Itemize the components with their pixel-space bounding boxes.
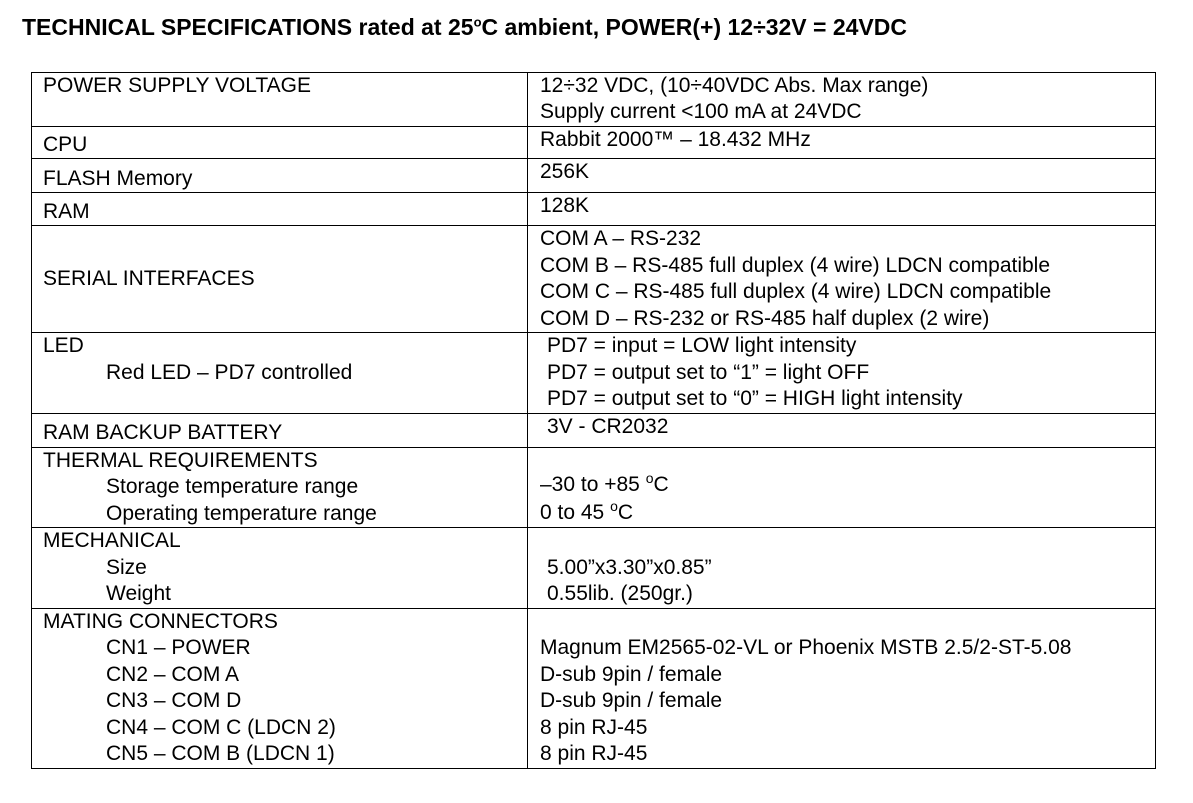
connectors-value bbox=[528, 608, 1156, 768]
cn5-value: 8 pin RJ-45 bbox=[540, 742, 648, 765]
row-flash bbox=[32, 159, 1156, 193]
operating-temp-degree: o bbox=[610, 497, 618, 514]
mechanical-value bbox=[528, 528, 1156, 609]
flash-value: 256K bbox=[528, 159, 1156, 193]
cn4-label: CN4 – COM C (LDCN 2) bbox=[106, 715, 336, 739]
power-supply-current: Supply current <100 mA at 24VDC bbox=[540, 99, 862, 123]
thermal-label: THERMAL REQUIREMENTS bbox=[43, 448, 318, 472]
storage-temp-value bbox=[540, 472, 1155, 500]
cn2-label: CN2 – COM A bbox=[106, 662, 240, 686]
storage-temp-text: –30 to +85 bbox=[540, 473, 646, 496]
serial-interfaces-label: SERIAL INTERFACES bbox=[32, 226, 528, 333]
row-serial-interfaces bbox=[32, 226, 1156, 333]
led-value bbox=[528, 333, 1156, 414]
cpu-value: Rabbit 2000™ – 18.432 MHz bbox=[528, 127, 1156, 159]
row-power-supply bbox=[32, 73, 1156, 127]
led-output-off: PD7 = output set to “1” = light OFF bbox=[547, 360, 870, 384]
serial-com-c: COM C – RS-485 full duplex (4 wire) LDCN compatible bbox=[540, 280, 1052, 303]
mechanical-label: MECHANICAL bbox=[43, 529, 181, 552]
mechanical-label-cell bbox=[32, 528, 528, 609]
serial-interfaces-value bbox=[528, 226, 1156, 333]
led-sublabel: Red LED – PD7 controlled bbox=[106, 360, 353, 384]
cn1-value: Magnum EM2565-02-VL or Phoenix MSTB 2.5/2-ST-5.08 bbox=[540, 636, 1072, 659]
thermal-value bbox=[528, 447, 1156, 528]
led-label-cell bbox=[32, 333, 528, 414]
specifications-table bbox=[31, 72, 1156, 769]
operating-temp-value bbox=[540, 497, 1155, 528]
serial-com-a: COM A – RS-232 bbox=[540, 227, 702, 250]
row-ram-backup-battery bbox=[32, 413, 1156, 447]
operating-temp-text: 0 to 45 bbox=[540, 500, 611, 524]
row-led bbox=[32, 333, 1156, 414]
led-label: LED bbox=[43, 334, 84, 357]
storage-temp-degree: o bbox=[645, 470, 654, 486]
title-prefix: TECHNICAL SPECIFICATIONS rated at 25 bbox=[22, 14, 474, 40]
battery-label: RAM BACKUP BATTERY bbox=[32, 413, 528, 447]
cn5-label: CN5 – COM B (LDCN 1) bbox=[106, 742, 335, 765]
ram-value: 128K bbox=[528, 193, 1156, 226]
flash-label: FLASH Memory bbox=[32, 159, 528, 193]
row-cpu bbox=[32, 127, 1156, 159]
ram-label: RAM bbox=[32, 193, 528, 226]
title-suffix: C ambient, POWER(+) 12÷32V = 24VDC bbox=[481, 14, 907, 40]
battery-value: 3V - CR2032 bbox=[528, 413, 1156, 447]
cn3-value: D-sub 9pin / female bbox=[540, 689, 723, 712]
document-title bbox=[22, 14, 907, 41]
row-mechanical bbox=[32, 528, 1156, 609]
storage-temp-label: Storage temperature range bbox=[106, 475, 359, 498]
cn1-label: CN1 – POWER bbox=[106, 636, 251, 659]
led-output-high: PD7 = output set to “0” = HIGH light intensity bbox=[547, 387, 963, 410]
power-supply-range: 12÷32 VDC, (10÷40VDC Abs. Max range) bbox=[540, 74, 929, 97]
connectors-label: MATING CONNECTORS bbox=[43, 609, 278, 633]
row-ram bbox=[32, 193, 1156, 226]
power-supply-value bbox=[528, 73, 1156, 127]
power-supply-label: POWER SUPPLY VOLTAGE bbox=[32, 73, 528, 127]
weight-label: Weight bbox=[106, 582, 171, 605]
title-degree: o bbox=[473, 14, 482, 30]
cn4-value: 8 pin RJ-45 bbox=[540, 715, 648, 739]
weight-value: 0.55lib. (250gr.) bbox=[547, 582, 693, 605]
cpu-label: CPU bbox=[32, 127, 528, 159]
size-value: 5.00”x3.30”x0.85” bbox=[547, 555, 712, 579]
row-mating-connectors bbox=[32, 608, 1156, 768]
row-thermal bbox=[32, 447, 1156, 528]
led-input: PD7 = input = LOW light intensity bbox=[547, 334, 857, 357]
connectors-label-cell bbox=[32, 608, 528, 768]
size-label: Size bbox=[106, 555, 147, 579]
storage-temp-unit: C bbox=[653, 473, 669, 496]
serial-com-b: COM B – RS-485 full duplex (4 wire) LDCN compatible bbox=[540, 253, 1051, 277]
operating-temp-label: Operating temperature range bbox=[106, 501, 377, 525]
serial-com-d: COM D – RS-232 or RS-485 half duplex (2 wire) bbox=[540, 306, 990, 330]
cn3-label: CN3 – COM D bbox=[106, 689, 242, 712]
thermal-label-cell bbox=[32, 447, 528, 528]
operating-temp-unit: C bbox=[617, 500, 634, 524]
cn2-value: D-sub 9pin / female bbox=[540, 662, 723, 686]
